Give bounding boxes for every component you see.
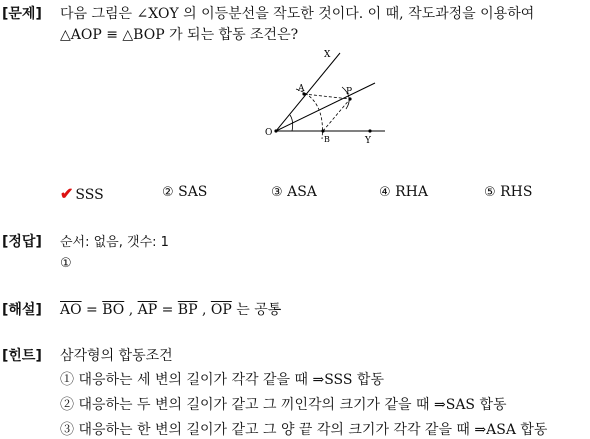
hint-label: [힌트] bbox=[2, 348, 42, 364]
option-2-num: ② bbox=[162, 185, 174, 200]
option-4-text: RHA bbox=[395, 184, 428, 200]
question-line-1: 다음 그림은 ∠XOY 의 이등분선을 작도한 것이다. 이 때, 작도과정을 이용하여 bbox=[60, 6, 535, 22]
hint-title: 삼각형의 합동조건 bbox=[60, 348, 173, 364]
answer-value: ① bbox=[60, 256, 72, 271]
option-3[interactable] bbox=[271, 184, 317, 200]
explanation-suffix: 는 공통 bbox=[236, 302, 282, 318]
point-y bbox=[368, 129, 371, 132]
option-1[interactable] bbox=[60, 184, 104, 203]
angle-mark bbox=[290, 115, 293, 131]
comma-1: , bbox=[128, 302, 134, 318]
option-3-text: ASA bbox=[287, 184, 317, 200]
selected-check-icon: ✔ bbox=[60, 184, 74, 203]
comma-2: , bbox=[201, 302, 207, 318]
question-line-2: △AOP ≡ △BOP 가 되는 합동 조건은? bbox=[60, 27, 299, 43]
option-3-num: ③ bbox=[271, 185, 283, 200]
label-p: P bbox=[346, 87, 353, 97]
option-4-num: ④ bbox=[379, 185, 391, 200]
option-2-text: SAS bbox=[178, 184, 208, 200]
bisector-op bbox=[276, 83, 375, 131]
explanation-text bbox=[60, 299, 281, 319]
segment-bp-text: $\overline{BP}$ bbox=[177, 302, 198, 318]
label-b: B bbox=[324, 135, 330, 144]
option-5-text: RHS bbox=[500, 184, 533, 200]
point-p bbox=[348, 97, 351, 100]
angle-bisector-figure bbox=[260, 45, 390, 145]
label-y: Y bbox=[365, 136, 371, 145]
label-x: X bbox=[324, 50, 331, 60]
answer-label: [정답] bbox=[2, 234, 42, 250]
segment-op-text: $\overline{OP}$ bbox=[210, 302, 232, 318]
point-b bbox=[321, 129, 324, 132]
option-1-text: SSS bbox=[75, 187, 104, 203]
hint-line-1: ① 대응하는 세 변의 길이가 각각 같을 때 ⇒SSS 합동 bbox=[60, 372, 384, 388]
equals-2: = bbox=[161, 302, 174, 318]
option-5[interactable] bbox=[484, 184, 532, 200]
hint-line-2: ② 대응하는 두 변의 길이가 같고 그 끼인각의 크기가 같을 때 ⇒SAS 합동 bbox=[60, 397, 507, 413]
answer-meta: 순서: 없음, 갯수: 1 bbox=[60, 235, 169, 250]
segment-bo: $\overline{BO}$ bbox=[102, 302, 125, 318]
label-a: A bbox=[298, 84, 305, 94]
option-5-num: ⑤ bbox=[484, 185, 496, 200]
label-o: O bbox=[265, 128, 273, 138]
hint-line-3: ③ 대응하는 한 변의 길이가 같고 그 양 끝 각의 크기가 각각 같을 때 ⇒ASA 합동 bbox=[60, 422, 548, 438]
question-label: [문제] bbox=[2, 6, 42, 22]
point-o bbox=[274, 129, 277, 132]
segment-bp bbox=[323, 99, 350, 131]
ray-ox bbox=[276, 53, 340, 131]
segment-ao: $\overline{AO}$ bbox=[60, 302, 82, 318]
equals-1: = bbox=[86, 302, 98, 318]
segment-ap-text: $\overline{AP}$ bbox=[137, 302, 158, 318]
option-4[interactable] bbox=[379, 184, 428, 200]
explanation-label: [해설] bbox=[2, 302, 42, 318]
option-2[interactable] bbox=[162, 184, 207, 200]
